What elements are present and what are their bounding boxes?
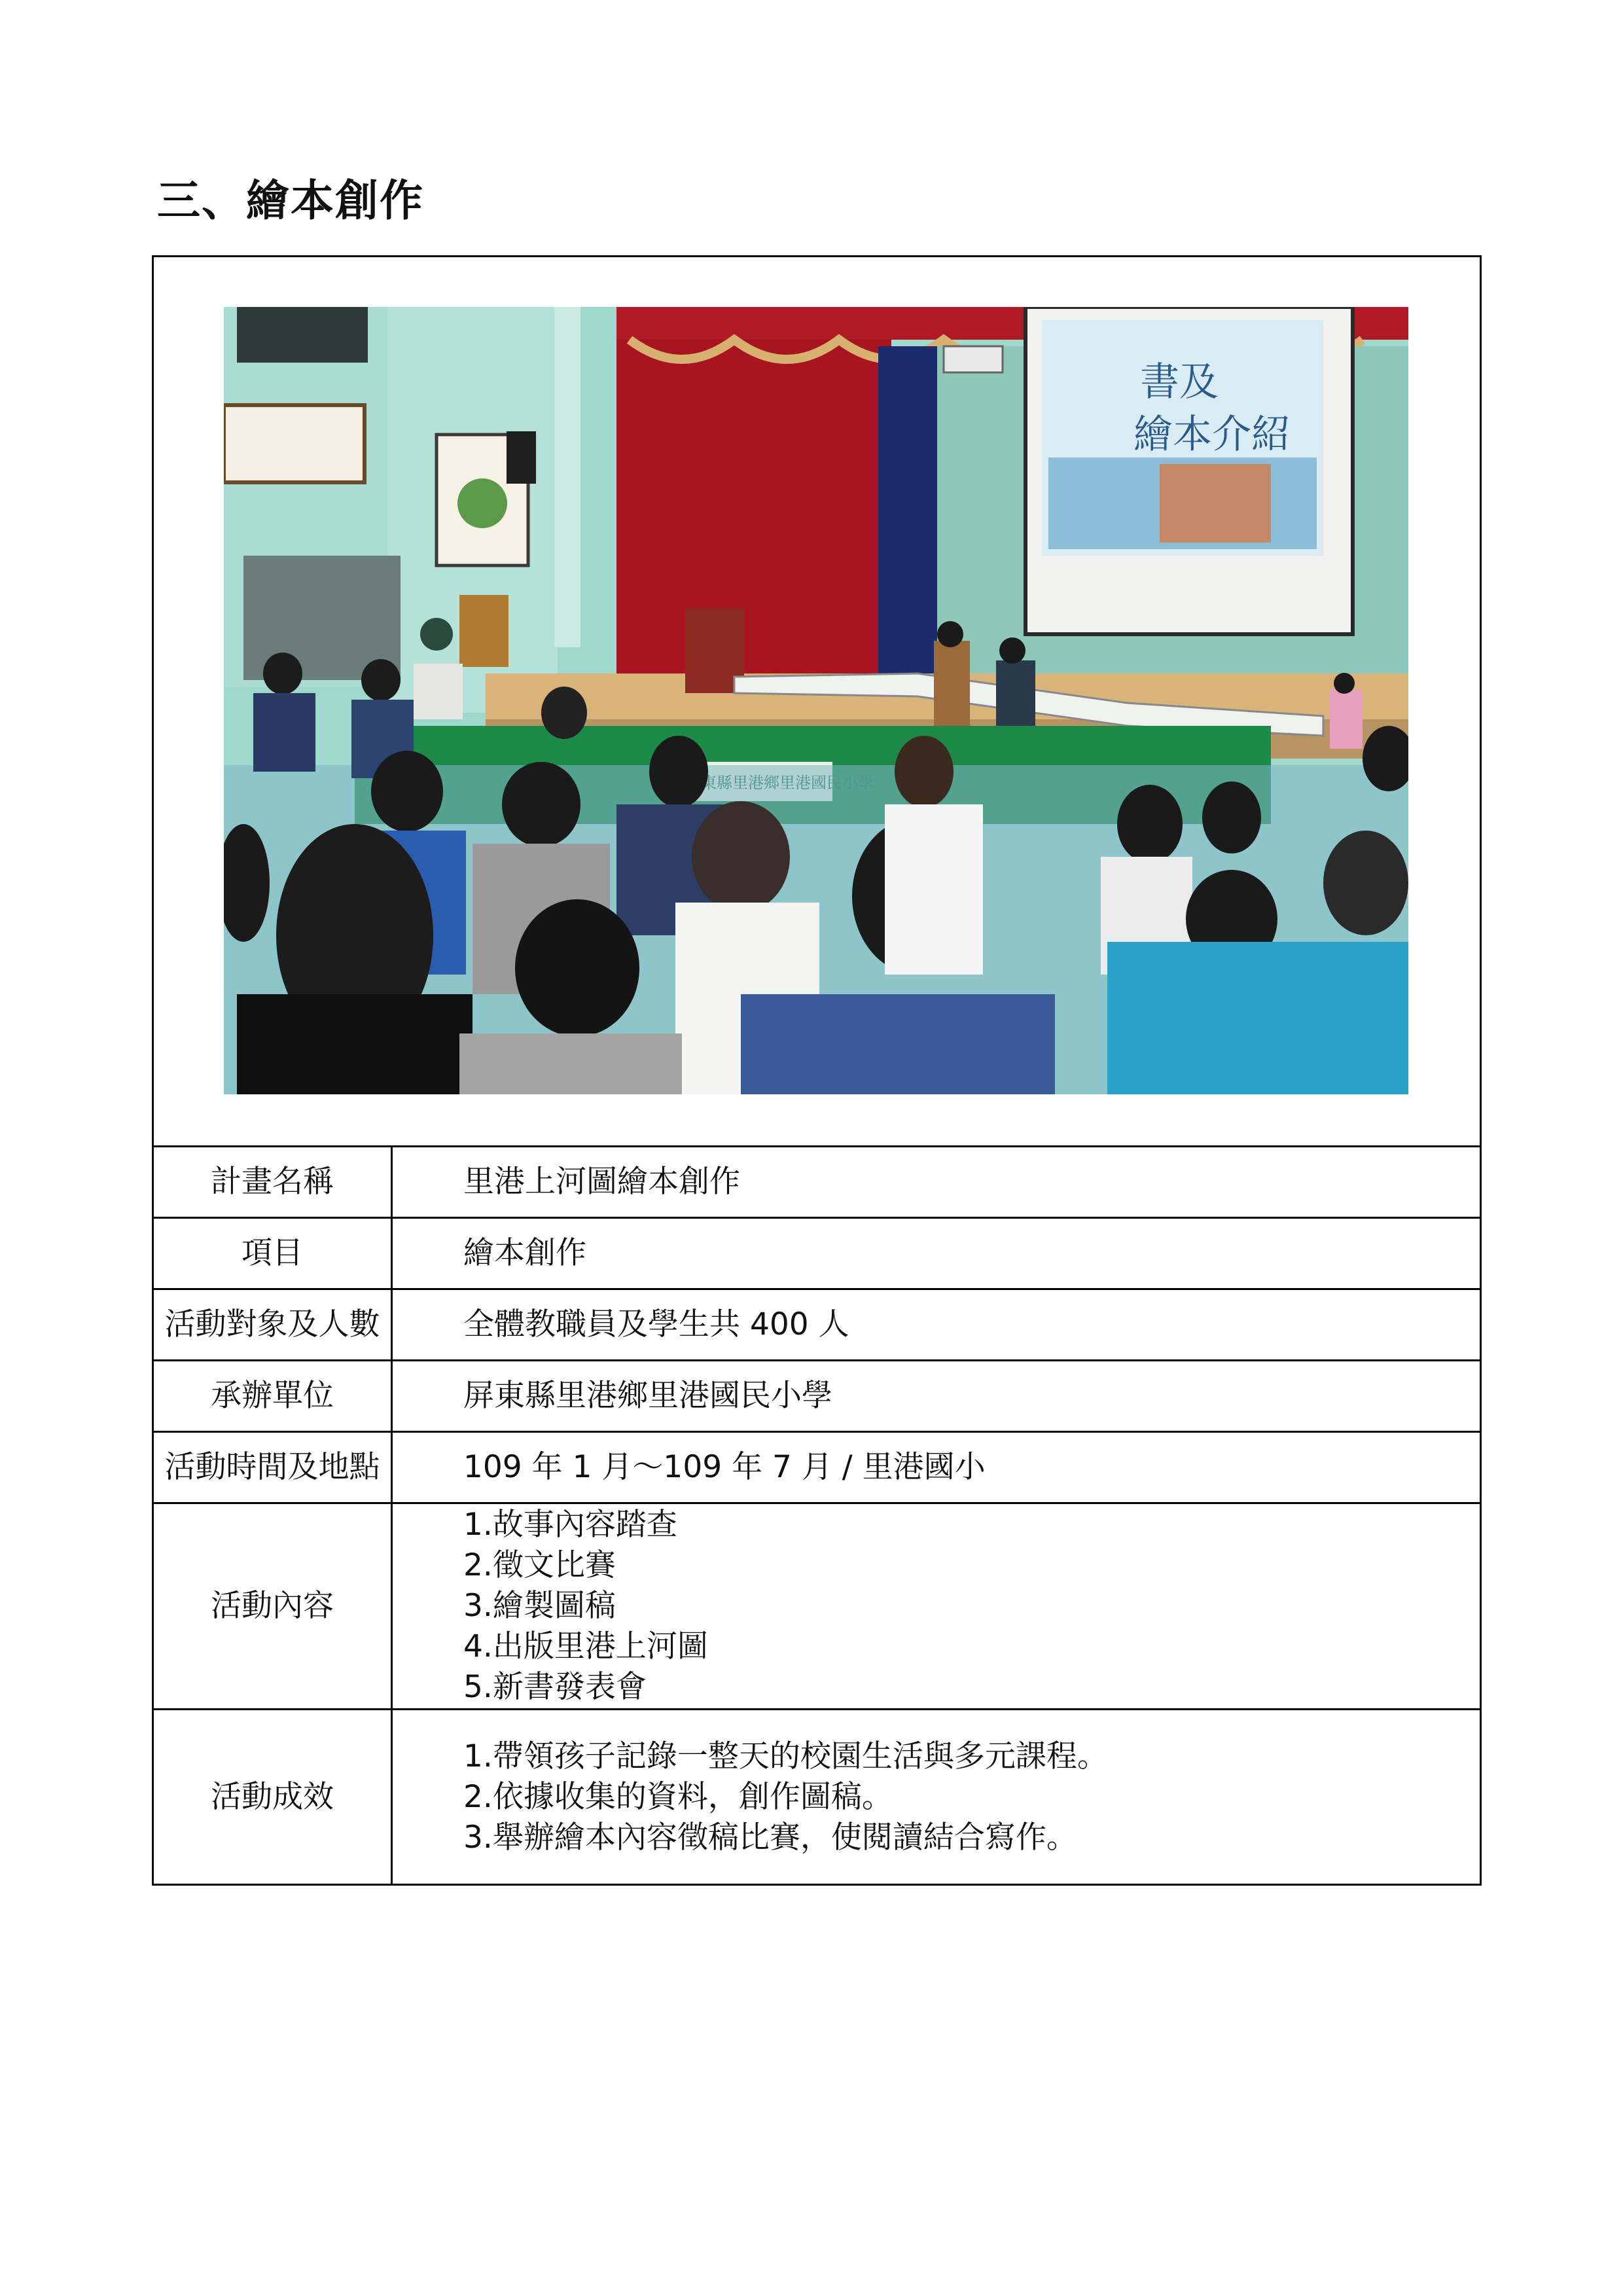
row-value: 繪本創作 xyxy=(392,1218,1480,1289)
row-value: 全體教職員及學生共 400 人 xyxy=(392,1289,1480,1361)
row-label: 計畫名稱 xyxy=(154,1147,392,1218)
activity-content-row xyxy=(154,1503,1480,1710)
table-row xyxy=(154,1147,1480,1218)
calligraphy-frame xyxy=(224,405,365,482)
section-heading: 三、繪本創作 xyxy=(157,175,424,226)
bust xyxy=(420,618,453,651)
screen-text-2: 繪本介紹 xyxy=(1133,412,1291,457)
stage-curtain xyxy=(616,307,891,673)
list-item: 2.徵文比賽 xyxy=(463,1547,616,1583)
activity-result-list xyxy=(392,1710,1480,1885)
window xyxy=(237,307,368,363)
row-value: 109 年 1 月～109 年 7 月 / 里港國小 xyxy=(392,1432,1480,1503)
list-item: 5.新書發表會 xyxy=(463,1669,647,1705)
row-label: 活動內容 xyxy=(154,1503,392,1710)
row-label: 承辦單位 xyxy=(154,1361,392,1432)
projector xyxy=(944,346,1003,372)
list-item: 2.依據收集的資料，創作圖稿。 xyxy=(463,1779,893,1815)
row-label: 活動成效 xyxy=(154,1710,392,1885)
list-item: 4.出版里港上河圖 xyxy=(463,1628,708,1664)
row-label: 活動對象及人數 xyxy=(154,1289,392,1361)
row-label: 項目 xyxy=(154,1218,392,1289)
activity-photo xyxy=(224,307,1408,1094)
activity-record-table xyxy=(152,255,1482,1886)
list-item: 3.繪製圖稿 xyxy=(463,1588,616,1624)
activity-result-row xyxy=(154,1710,1480,1885)
auditorium-scene xyxy=(224,307,1408,1094)
screen-text-1: 書及 xyxy=(1140,359,1219,405)
table-row xyxy=(154,1289,1480,1361)
row-value: 里港上河圖繪本創作 xyxy=(392,1147,1480,1218)
loudspeaker xyxy=(507,431,536,484)
row-label: 活動時間及地點 xyxy=(154,1432,392,1503)
row-value: 屏東縣里港鄉里港國民小學 xyxy=(392,1361,1480,1432)
plaques xyxy=(459,595,508,667)
table-row xyxy=(154,1218,1480,1289)
activity-content-list xyxy=(392,1503,1480,1710)
list-item: 1.帶領孩子記錄一整天的校園生活與多元課程。 xyxy=(463,1738,1108,1774)
table-row xyxy=(154,1432,1480,1503)
list-item: 3.舉辦繪本內容徵稿比賽，使閱讀結合寫作。 xyxy=(463,1820,1077,1856)
list-item: 1.故事內容踏查 xyxy=(463,1507,677,1543)
table-row xyxy=(154,1361,1480,1432)
presenter xyxy=(934,641,970,739)
info-table xyxy=(154,1145,1480,1884)
photo-cell xyxy=(154,257,1480,1147)
